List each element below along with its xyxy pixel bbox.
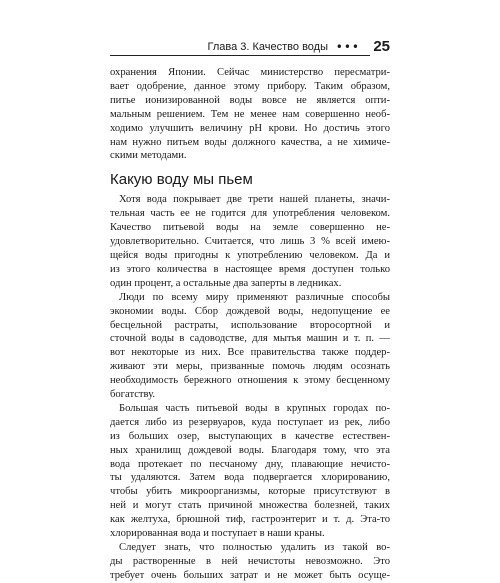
text-line: хлорированная вода и поступает в наши краны. bbox=[110, 528, 325, 540]
text-line: необходимость бережного отношения к этому бесценному bbox=[110, 375, 390, 387]
text-line: питье ионизированной воды вовсе не является опти- bbox=[110, 94, 390, 106]
paragraph-5 bbox=[110, 541, 390, 583]
section-heading: Какую воду мы пьем bbox=[110, 171, 253, 189]
text-line: вает одобрение, данное этому прибору. Таким образом, bbox=[110, 80, 390, 92]
text-line: тельная часть ее не годится для употребления человеком. bbox=[110, 208, 390, 220]
text-line: чтобы убить микроорганизмы, которые присутствуют в bbox=[110, 486, 390, 498]
text-line: ходимо улучшить величину pH крови. Но достичь этого bbox=[110, 122, 390, 134]
text-line: дается либо из резервуаров, куда поступает из рек, либо bbox=[110, 416, 390, 428]
text-line: ных хранилищ дождевой воды. Благодаря тому, что эта bbox=[110, 444, 390, 456]
text-line: требует очень больших затрат и не может быть осуще- bbox=[110, 569, 390, 581]
text-line: мальным решением. Тем не менее нам совершенно необ- bbox=[110, 108, 390, 120]
page-body bbox=[110, 66, 390, 583]
text-line: охранения Японии. Сейчас министерство пересматри- bbox=[110, 67, 390, 78]
text-line: живают эти меры, призванные помочь людям осознать bbox=[110, 361, 390, 373]
text-line: ды растворенные в ней нечистоты невозможно. Это bbox=[110, 555, 390, 567]
page-number: 25 bbox=[370, 38, 390, 56]
header-rule bbox=[110, 55, 390, 56]
text-line: бесцельной растраты, использование второсортной и bbox=[110, 319, 390, 331]
text-line: вода протекает по песчаному дну, плавающие нечисто- bbox=[110, 458, 390, 470]
text-line: экономии воды. Сбор дождевой воды, недопущение ее bbox=[110, 305, 390, 317]
text-line: ты удаляются. Затем вода подвергается хлорированию, bbox=[110, 472, 390, 484]
paragraph-2 bbox=[110, 193, 390, 290]
header-dots: ••• bbox=[335, 40, 360, 54]
paragraph-4 bbox=[110, 402, 390, 541]
text-line: Большая часть питьевой воды в крупных городах по- bbox=[119, 402, 390, 414]
text-line: ней и могут стать причиной множества болезней, таких bbox=[110, 500, 390, 512]
text-line: как желтуха, брюшной тиф, гастроэнтерит и т. д. Эта-то bbox=[110, 514, 390, 526]
text-line: скими методами. bbox=[110, 150, 187, 162]
text-line: Следует знать, что полностью удалить из такой во- bbox=[119, 542, 390, 553]
text-line: из этого количества в настоящее время доступен только bbox=[110, 263, 390, 275]
text-line: Хотя вода покрывает две трети нашей планеты, значи- bbox=[119, 194, 390, 206]
text-line: Качество питьевой воды на земле совершенно не- bbox=[110, 222, 390, 234]
text-line: сточной воды в садоводстве, для мытья машин и т. п. — bbox=[110, 333, 390, 345]
paragraph-3 bbox=[110, 291, 390, 402]
text-line: богатству. bbox=[110, 389, 156, 401]
text-line: удовлетворительно. Считается, что лишь 3 % всей имею- bbox=[110, 236, 390, 248]
paragraph-1 bbox=[110, 66, 390, 163]
text-line: Люди по всему миру применяют различные способы bbox=[119, 291, 390, 303]
text-line: из больших озер, выступающих в качестве естествен- bbox=[110, 430, 390, 442]
text-line: нам нужно питьем воды должного качества, а не химиче- bbox=[110, 136, 390, 148]
chapter-title: Глава 3. Качество воды bbox=[204, 40, 332, 54]
text-line: щейся воды пригодны к употреблению человеком. Да и bbox=[110, 249, 390, 261]
running-header bbox=[110, 40, 390, 60]
text-line: вот некоторые из них. Все правительства также поддер- bbox=[110, 347, 390, 359]
text-line: один процент, а остальные два заперты в ледниках. bbox=[110, 277, 342, 289]
